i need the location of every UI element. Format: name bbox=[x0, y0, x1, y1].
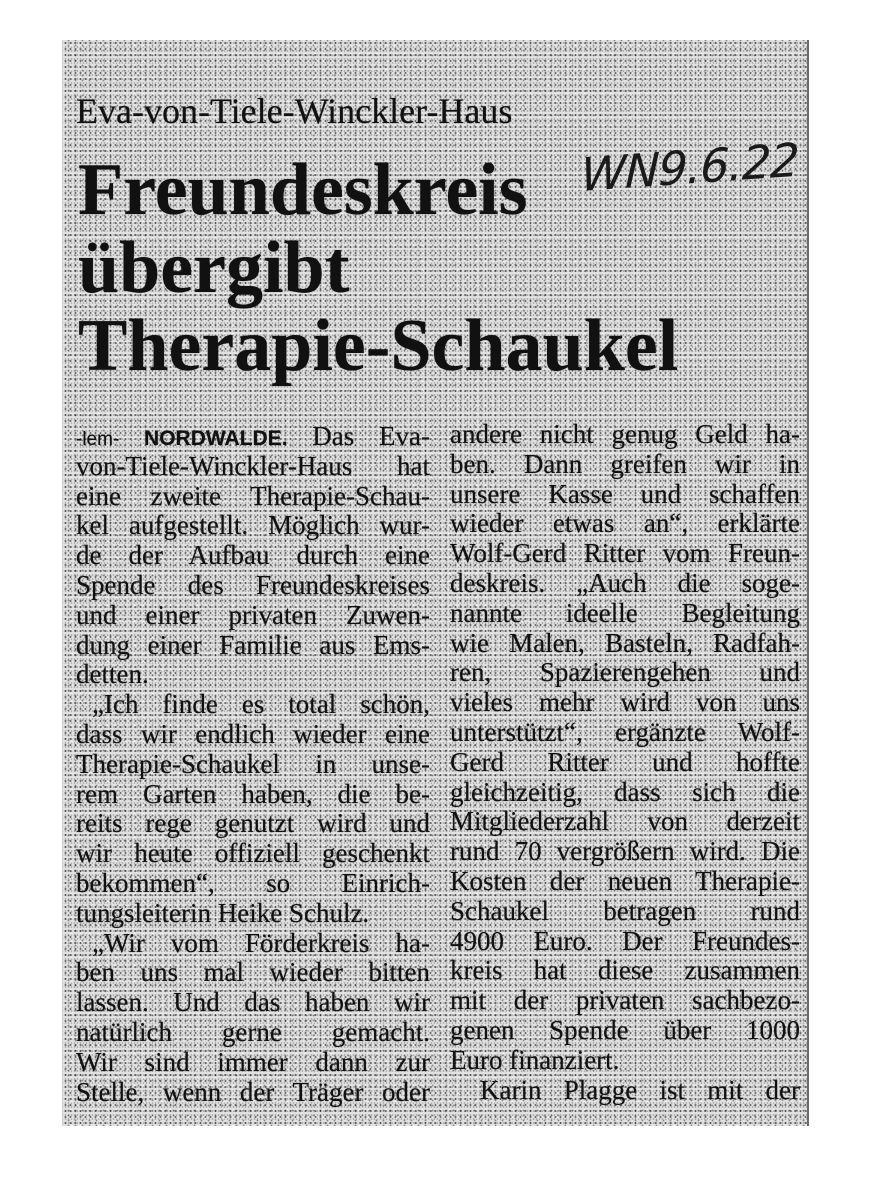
article-line-text: Das Eva- bbox=[312, 421, 430, 451]
article-line: von-Tiele-Winckler-Haus hat bbox=[76, 450, 430, 481]
article-line: und einer privaten Zuwen- bbox=[76, 599, 430, 630]
article-line: unsere Kasse und schaffen bbox=[450, 478, 800, 509]
article-line: Gerd Ritter und hoffte bbox=[450, 746, 800, 777]
dateline-place: NORDWALDE. bbox=[144, 427, 288, 450]
article-line: Schaukel betragen rund bbox=[450, 895, 800, 926]
article-line: „Ich finde es total schön, bbox=[92, 689, 430, 720]
headline-line: übergibt bbox=[78, 227, 350, 309]
article-line: Kosten der neuen Therapie- bbox=[450, 865, 800, 896]
headline-line: Therapie-Schaukel bbox=[78, 305, 679, 387]
article-line: wir heute offiziell geschenkt bbox=[76, 838, 430, 869]
headline-line: Freundeskreis bbox=[78, 149, 528, 231]
article-line: dass wir endlich wieder eine bbox=[76, 718, 430, 749]
article-column-right bbox=[450, 420, 800, 1105]
article-line: reits rege genutzt wird und bbox=[76, 808, 430, 839]
article-line: andere nicht genug Geld ha- bbox=[450, 419, 800, 449]
article-line: Mitgliederzahl von derzeit bbox=[450, 806, 800, 837]
article-line: Wolf-Gerd Ritter vom Freun- bbox=[450, 538, 800, 569]
article-line: Stelle, wenn der Träger oder bbox=[76, 1076, 430, 1107]
article-line: bekommen“, so Einrich- bbox=[76, 867, 430, 898]
article-line: Therapie-Schaukel in unse- bbox=[76, 748, 430, 779]
handwritten-date-note: WN9.6.22 bbox=[579, 132, 800, 203]
article-line: ben uns mal wieder bitten bbox=[76, 957, 430, 988]
article-line: tungsleiterin Heike Schulz. bbox=[76, 897, 370, 928]
article-line: de der Aufbau durch eine bbox=[76, 540, 430, 571]
article-line: vieles mehr wird von uns bbox=[450, 687, 800, 718]
author-tag: -lem- bbox=[76, 429, 120, 450]
article-line: 4900 Euro. Der Freundes- bbox=[450, 925, 800, 956]
article-line: deskreis. „Auch die soge- bbox=[450, 567, 800, 598]
article-kicker: Eva-von-Tiele-Winckler-Haus bbox=[76, 91, 513, 131]
article-line: wie Malen, Basteln, Radfah- bbox=[450, 627, 800, 658]
article-line: Euro finanziert. bbox=[450, 1044, 620, 1075]
article-line: dung einer Familie aus Ems- bbox=[76, 629, 430, 660]
article-line: gleichzeitig, dass sich die bbox=[450, 776, 800, 807]
article-line: kel aufgestellt. Möglich wur- bbox=[76, 510, 430, 541]
article-line: rund 70 vergrößern wird. Die bbox=[450, 836, 800, 867]
article-line: detten. bbox=[76, 659, 149, 690]
article-line: Wir sind immer dann zur bbox=[76, 1046, 430, 1077]
article-line: ren, Spazierengehen und bbox=[450, 657, 800, 688]
article-line: Karin Plagge ist mit der bbox=[480, 1074, 800, 1105]
article-line: natürlich gerne gemacht. bbox=[76, 1016, 430, 1047]
article-line bbox=[76, 422, 430, 452]
article-line: wieder etwas an“, erklärte bbox=[450, 508, 800, 539]
article-line: ben. Dann greifen wir in bbox=[450, 448, 800, 479]
article-line: „Wir vom Förderkreis ha- bbox=[92, 927, 430, 958]
article-line: rem Garten haben, die be- bbox=[76, 778, 430, 809]
article-line: nannte ideelle Begleitung bbox=[450, 597, 800, 628]
article-line: Spende des Freundeskreises bbox=[76, 569, 430, 600]
article-line: genen Spende über 1000 bbox=[450, 1014, 800, 1045]
article-line: lassen. Und das haben wir bbox=[76, 987, 430, 1018]
article-line: kreis hat diese zusammen bbox=[450, 955, 800, 986]
article-line: mit der privaten sachbezo- bbox=[450, 985, 800, 1016]
article-column-left bbox=[76, 422, 430, 1107]
article-line: eine zweite Therapie-Schau- bbox=[76, 480, 430, 511]
article-line: unterstützt“, ergänzte Wolf- bbox=[450, 716, 800, 747]
